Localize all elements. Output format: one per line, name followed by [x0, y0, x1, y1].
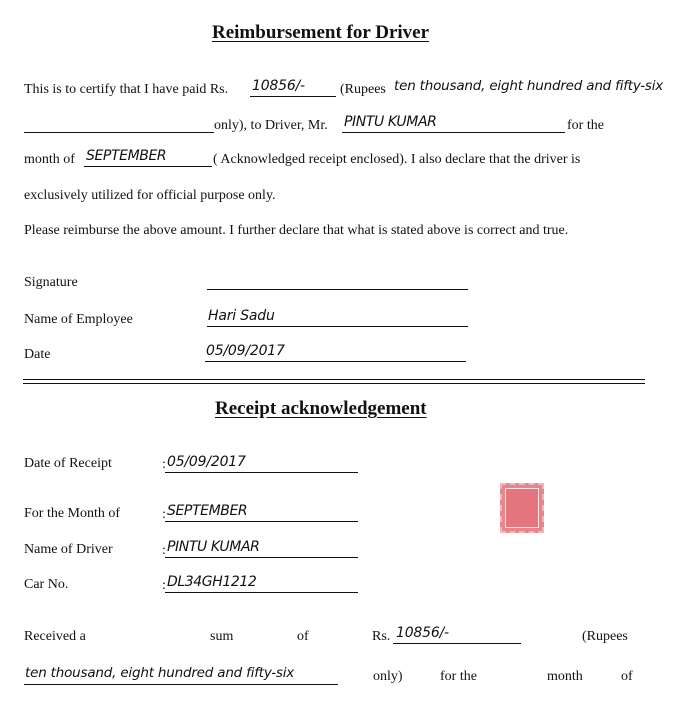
acknowledged-text: ( Acknowledged receipt enclosed). I also declare that the driver is — [213, 152, 581, 167]
amount-words-handwritten: ten thousand, eight hundred and fifty-six — [394, 78, 664, 94]
receipt-driver-colon: : — [162, 543, 166, 558]
receipt-month-label: For the Month of — [24, 506, 121, 521]
stamp-emblem-icon — [505, 488, 539, 528]
receipt-date-handwritten: 05/09/2017 — [167, 454, 246, 470]
signature-line — [207, 289, 468, 290]
rs-text: Rs. — [372, 629, 391, 644]
date-label: Date — [24, 347, 51, 362]
receipt-car-handwritten: DL34GH1212 — [167, 574, 257, 590]
date-underline — [205, 361, 466, 362]
receipt-month-handwritten: SEPTEMBER — [167, 503, 248, 519]
receipt-date-colon: : — [162, 457, 166, 472]
employee-label: Name of Employee — [24, 312, 133, 327]
receipt-month-underline — [165, 521, 358, 522]
amount-handwritten: 10856/- — [252, 78, 305, 94]
receipt-date-label: Date of Receipt — [24, 456, 112, 471]
receipt-driver-underline — [165, 557, 358, 558]
of-text-2: of — [621, 669, 633, 684]
of-text: of — [297, 629, 309, 644]
revenue-stamp — [500, 483, 544, 533]
employee-underline — [207, 326, 468, 327]
driver-name-handwritten: PINTU KUMAR — [344, 114, 437, 130]
receipt-title: Receipt acknowledgement — [215, 398, 427, 419]
receipt-car-label: Car No. — [24, 577, 69, 592]
receipt-rupees-open: (Rupees — [582, 629, 628, 644]
official-purpose-text: exclusively utilized for official purpose only. — [24, 188, 276, 203]
received-a-text: Received a — [24, 629, 86, 644]
amount-underline — [250, 96, 336, 97]
receipt-driver-label: Name of Driver — [24, 542, 113, 557]
receipt-car-underline — [165, 592, 358, 593]
certify-text: This is to certify that I have paid Rs. — [24, 82, 229, 97]
for-the-text-2: for the — [440, 669, 477, 684]
employee-name-handwritten: Hari Sadu — [208, 308, 275, 324]
for-the-text: for the — [567, 118, 604, 133]
sum-text: sum — [210, 629, 234, 644]
rupees-open-text: (Rupees — [340, 82, 386, 97]
driver-name-underline — [342, 132, 565, 133]
divider-bottom — [23, 383, 645, 384]
reimburse-text: Please reimburse the above amount. I further declare that what is stated above is correct and true. — [24, 223, 569, 238]
receipt-car-colon: : — [162, 578, 166, 593]
signature-label: Signature — [24, 275, 78, 290]
amount-words-underline — [24, 132, 214, 133]
divider-top — [23, 379, 645, 380]
month-of-text: month of — [24, 152, 75, 167]
month-handwritten: SEPTEMBER — [86, 148, 167, 164]
only-close-text: only) — [373, 669, 403, 684]
month-text: month — [547, 669, 583, 684]
receipt-words-handwritten: ten thousand, eight hundred and fifty-six — [25, 665, 295, 681]
receipt-month-colon: : — [162, 507, 166, 522]
receipt-date-underline — [165, 472, 358, 473]
only-to-driver-text: only), to Driver, Mr. — [214, 118, 328, 133]
receipt-words-underline — [24, 684, 338, 685]
month-underline — [84, 166, 212, 167]
date-handwritten: 05/09/2017 — [206, 343, 285, 359]
receipt-amount-handwritten: 10856/- — [396, 625, 449, 641]
page-title: Reimbursement for Driver — [212, 22, 430, 43]
receipt-driver-handwritten: PINTU KUMAR — [167, 539, 260, 555]
receipt-amount-underline — [393, 643, 521, 644]
